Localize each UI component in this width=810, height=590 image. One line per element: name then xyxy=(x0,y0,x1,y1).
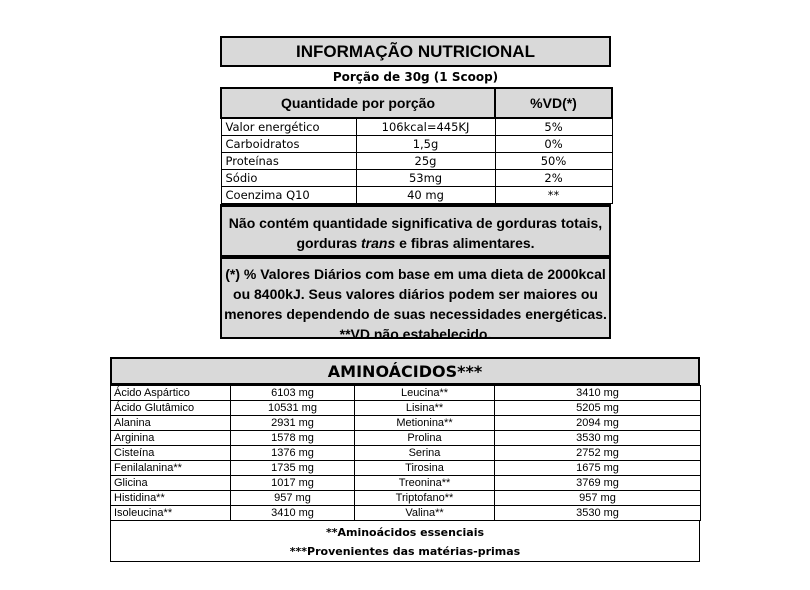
footnote-essential: **Aminoácidos essenciais xyxy=(325,526,485,539)
table-row xyxy=(111,431,701,446)
nutrient-amount: 106kcal=445KJ xyxy=(356,118,495,136)
nutrition-header-row xyxy=(221,88,612,118)
amino-name: Cisteína xyxy=(111,446,231,461)
amino-name: Glicina xyxy=(111,476,231,491)
table-row xyxy=(111,446,701,461)
note-text: e fibras alimentares. xyxy=(395,235,535,251)
nutrition-row xyxy=(221,153,612,170)
amino-value: 3530 mg xyxy=(495,431,701,446)
amino-name: Ácido Glutâmico xyxy=(111,401,231,416)
amino-value: 1017 mg xyxy=(231,476,355,491)
nutrient-amount: 25g xyxy=(356,153,495,170)
note-text: gorduras xyxy=(296,235,362,251)
quantity-header: Quantidade por porção xyxy=(221,88,495,118)
vd-header: %VD(*) xyxy=(495,88,612,118)
amino-name: Serina xyxy=(355,446,495,461)
amino-value: 5205 mg xyxy=(495,401,701,416)
amino-table xyxy=(110,385,701,521)
note-line: Não contém quantidade significativa de gorduras totais, xyxy=(228,215,603,231)
amino-name: Valina** xyxy=(355,506,495,521)
note-line: **VD não estabelecido. xyxy=(339,326,492,342)
portion-size: Porção de 30g (1 Scoop) xyxy=(332,70,499,84)
nutrition-row xyxy=(221,187,612,204)
note-line: menores dependendo de suas necessidades energéticas. xyxy=(224,306,607,322)
note-line: (*) % Valores Diários com base em uma dieta de 2000kcal xyxy=(225,266,606,282)
table-row xyxy=(111,416,701,431)
amino-value: 2931 mg xyxy=(231,416,355,431)
amino-name: Ácido Aspártico xyxy=(111,386,231,401)
nutrition-facts-panel xyxy=(220,36,611,342)
amino-value: 6103 mg xyxy=(231,386,355,401)
nutrition-row xyxy=(221,170,612,187)
amino-value: 1376 mg xyxy=(231,446,355,461)
amino-value: 10531 mg xyxy=(231,401,355,416)
amino-value: 3410 mg xyxy=(495,386,701,401)
nutrient-name: Carboidratos xyxy=(221,136,356,153)
amino-name: Alanina xyxy=(111,416,231,431)
footnote-source: ***Provenientes das matérias-primas xyxy=(289,545,521,558)
amino-value: 2094 mg xyxy=(495,416,701,431)
amino-name: Treonina** xyxy=(355,476,495,491)
amino-name: Leucina** xyxy=(355,386,495,401)
amino-value: 957 mg xyxy=(495,491,701,506)
nutrient-vd: ** xyxy=(495,187,612,204)
amino-acids-panel xyxy=(110,357,700,562)
nutrient-vd: 50% xyxy=(495,153,612,170)
nutrition-title: INFORMAÇÃO NUTRICIONAL xyxy=(220,36,611,67)
note-line: ou 8400kJ. Seus valores diários podem ser maiores ou xyxy=(233,286,598,302)
amino-value: 1578 mg xyxy=(231,431,355,446)
nutrient-vd: 5% xyxy=(495,118,612,136)
nutrient-vd: 2% xyxy=(495,170,612,187)
amino-name: Prolina xyxy=(355,431,495,446)
amino-value: 3769 mg xyxy=(495,476,701,491)
nutrient-name: Sódio xyxy=(221,170,356,187)
daily-values-note xyxy=(220,257,611,342)
note-italic-text: trans xyxy=(361,235,396,251)
nutrient-name: Proteínas xyxy=(221,153,356,170)
amino-value: 3530 mg xyxy=(495,506,701,521)
amino-name: Triptofano** xyxy=(355,491,495,506)
nutrition-row xyxy=(221,136,612,153)
no-significant-fats-note xyxy=(220,204,611,257)
nutrition-row xyxy=(221,118,612,136)
nutrient-amount: 1,5g xyxy=(356,136,495,153)
table-row xyxy=(111,461,701,476)
amino-value: 1735 mg xyxy=(231,461,355,476)
nutrient-name: Coenzima Q10 xyxy=(221,187,356,204)
amino-name: Fenilalanina** xyxy=(111,461,231,476)
table-row xyxy=(111,506,701,521)
amino-value: 957 mg xyxy=(231,491,355,506)
table-row xyxy=(111,386,701,401)
amino-name: Metionina** xyxy=(355,416,495,431)
table-row xyxy=(111,491,701,506)
amino-name: Arginina xyxy=(111,431,231,446)
amino-name: Histidina** xyxy=(111,491,231,506)
note-line xyxy=(222,233,609,253)
nutrition-table xyxy=(220,87,613,204)
nutrient-name: Valor energético xyxy=(221,118,356,136)
amino-footnotes xyxy=(110,521,700,562)
amino-name: Tirosina xyxy=(355,461,495,476)
amino-value: 2752 mg xyxy=(495,446,701,461)
amino-name: Isoleucina** xyxy=(111,506,231,521)
nutrient-amount: 53mg xyxy=(356,170,495,187)
amino-value: 3410 mg xyxy=(231,506,355,521)
table-row xyxy=(111,401,701,416)
amino-title: AMINOÁCIDOS*** xyxy=(110,357,700,385)
table-row xyxy=(111,476,701,491)
nutrient-amount: 40 mg xyxy=(356,187,495,204)
nutrient-vd: 0% xyxy=(495,136,612,153)
amino-value: 1675 mg xyxy=(495,461,701,476)
amino-name: Lisina** xyxy=(355,401,495,416)
